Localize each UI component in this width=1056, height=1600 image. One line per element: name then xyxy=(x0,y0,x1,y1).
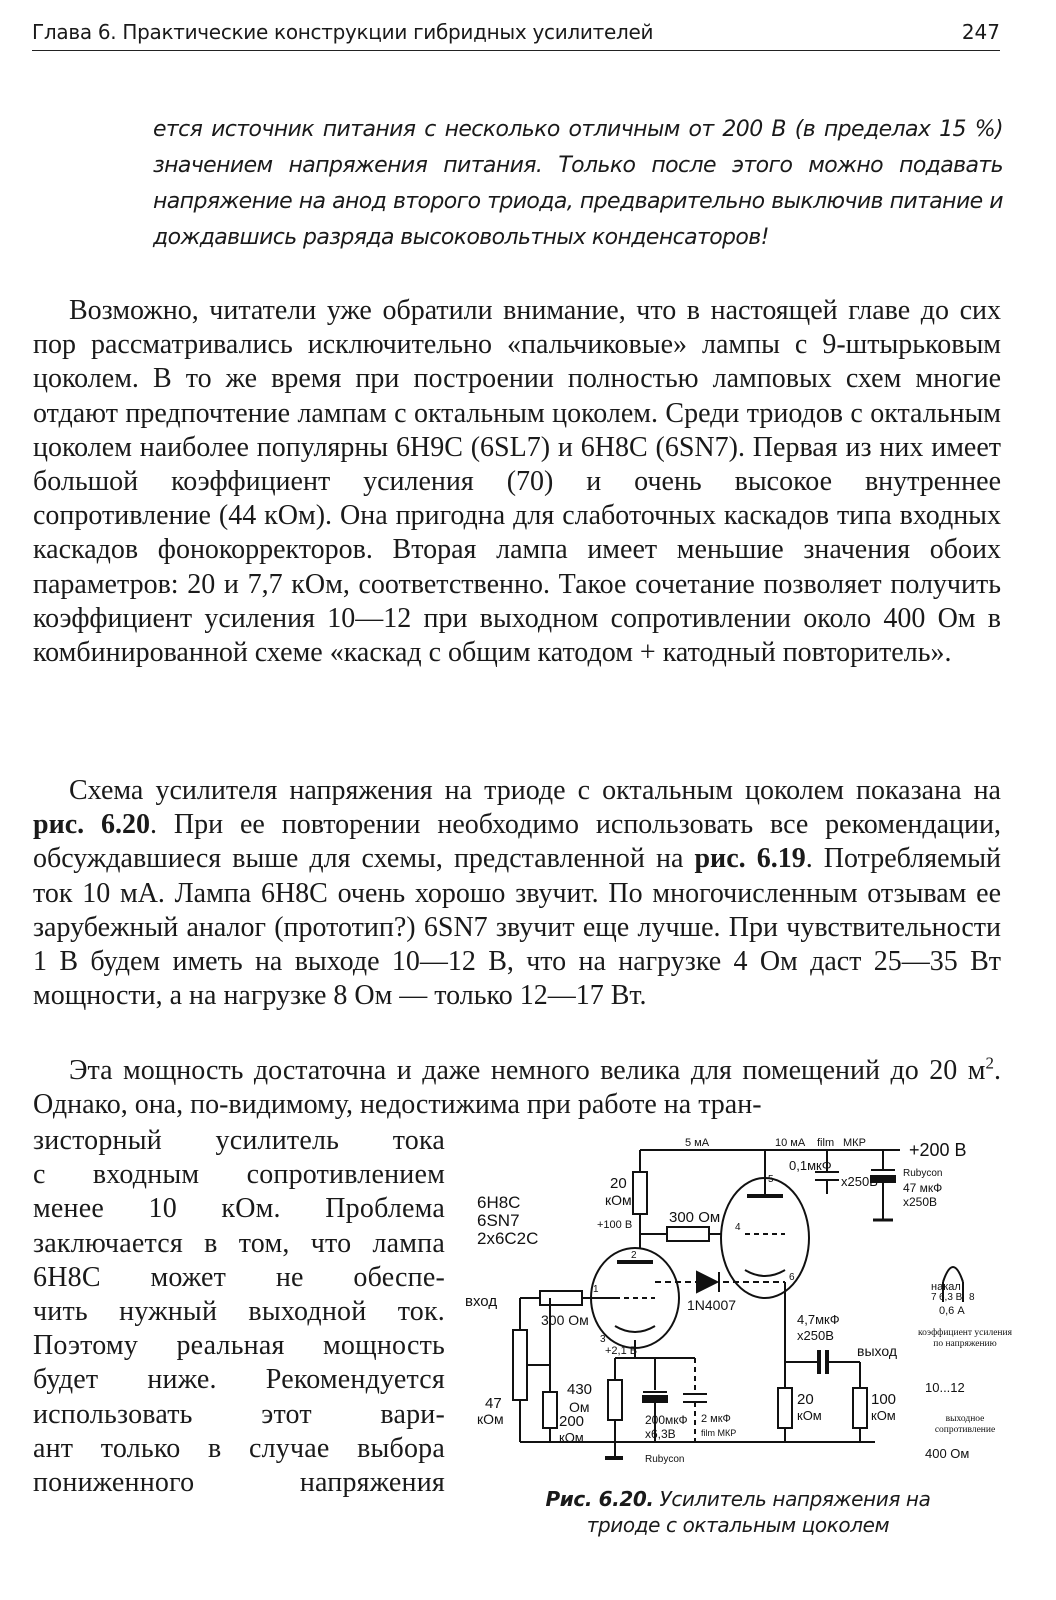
rout-label: выходное сопротивление xyxy=(934,1414,996,1435)
anode-voltage-label: +100 В xyxy=(597,1219,633,1231)
column-line: будет ниже. Рекомендуется xyxy=(33,1364,445,1396)
cathode-voltage: +2,1 В xyxy=(605,1345,638,1357)
film-cap-value: 2 мкФ xyxy=(701,1413,731,1425)
page-header xyxy=(32,20,1000,51)
load-resistor-1-value: 20 xyxy=(797,1391,814,1408)
leak-resistor-value: 200 xyxy=(559,1413,585,1430)
output-label: выход xyxy=(857,1343,897,1359)
column-line: заключается в том, что лампа xyxy=(33,1227,445,1259)
figure-reference-6-20[interactable]: рис. 6.20 xyxy=(33,809,151,841)
paragraph-2-part-b: . При ее повторении необходимо использовать все рекомендации, обсуждавшиеся выше для схемы, представленной на xyxy=(33,809,1001,875)
column-line: зисторный усилитель тока xyxy=(33,1125,445,1156)
wrapped-text-column xyxy=(33,1124,445,1500)
cathode-resistor-value: 430 xyxy=(567,1381,593,1398)
cathode-resistor-unit: Ом xyxy=(569,1399,590,1415)
paragraph-3-part-b: . Однако, она, по-видимому, недостижима при работе на тран- xyxy=(33,1055,1001,1121)
anode-resistor-value: 20 xyxy=(610,1175,627,1192)
paragraph-2-part-a: Схема усилителя напряжения на триоде с октальным цоколем показана на xyxy=(69,775,1001,806)
input-label: вход xyxy=(465,1293,498,1310)
pin-2: 2 xyxy=(631,1250,637,1261)
heater-current: 0,6 А xyxy=(939,1305,965,1317)
figure-caption-text: Усилитель напряжения на триоде с октальным цоколем xyxy=(586,1487,931,1537)
current-1-label: 5 мА xyxy=(685,1137,710,1149)
cap-1-voltage: x250В xyxy=(841,1174,878,1189)
rout-value: 400 Ом xyxy=(925,1446,970,1461)
heater-voltage: 6,3 В xyxy=(939,1292,963,1303)
note-paragraph: ется источник питания с несколько отличным от 200 В (в пределах 15 %) значением напряжения питания. Только после этого можно подавать напряжение на анод второго триода, предварительно выключив питание и дождавшись разряда высоковольтных конденсаторов! xyxy=(153,117,1003,250)
figure-caption xyxy=(528,1486,948,1538)
cathode-cap-voltage: x6,3В xyxy=(645,1427,676,1441)
load-resistor-2-unit: кОм xyxy=(871,1408,896,1423)
rubycon-label-2: Rubycon xyxy=(645,1454,685,1465)
heater-pin-7: 7 xyxy=(931,1292,937,1303)
pot-unit: кОм xyxy=(477,1411,504,1427)
column-line: ант только в случае выбора xyxy=(33,1432,445,1464)
tube-type-3: 2x6С2С xyxy=(477,1229,539,1248)
column-line: Поэтому реальная мощность xyxy=(33,1330,445,1362)
gain-value: 10...12 xyxy=(925,1380,965,1395)
tube-type-1: 6Н8С xyxy=(477,1193,521,1212)
column-line: чить нужный выходной ток. xyxy=(33,1296,445,1328)
mkp-label: МКР xyxy=(843,1137,866,1149)
film-label: film xyxy=(817,1137,835,1149)
output-cap-value: 4,7мкФ xyxy=(797,1312,840,1327)
gain-label: коэффициент усиления по напряжению xyxy=(918,1328,1012,1349)
page-number: 247 xyxy=(961,20,1000,44)
diode-label: 1N4007 xyxy=(687,1297,737,1313)
circuit-schematic xyxy=(455,1130,1015,1482)
pot-value: 47 xyxy=(485,1395,502,1412)
tube-type-2: 6SN7 xyxy=(477,1211,520,1230)
pin-5: 5 xyxy=(768,1174,774,1185)
paragraph-3-part-a: Эта мощность достаточна и даже немного велика для помещений до 20 м xyxy=(69,1055,986,1086)
column-line: с входным сопротивлением xyxy=(33,1159,445,1191)
figure-number: Рис. 6.20. xyxy=(545,1487,654,1511)
anode-resistor-unit: кОм xyxy=(605,1192,632,1208)
load-resistor-2-value: 100 xyxy=(871,1391,897,1408)
current-2-label: 10 мА xyxy=(775,1137,806,1149)
paragraph-1-text: Возможно, читатели уже обратили внимание, что в настоящей главе до сих пор рассматривались исключительно «пальчиковые» лампы с 9-штырьковым цоколем. В то же время при построении полностью ламповых схем многие отдают предпочтение лампам с октальным цоколем. Среди триодов с октальным цоколем наиболее популярны 6Н9С (6SL7) и 6Н8С (6SN7). Первая из них имеет большой коэффициент усиления (70) и очень высокое внутреннее сопротивление (44 кОм). Она пригодна для слаботочных каскадов типа входных каскадов фонокорректоров. Вторая лампа имеет меньшие значения обоих параметров: 20 и 7,7 кОм, соответственно. Такое сочетание позволяет получить коэффициент усиления 10—12 при выходном сопротивлении около 400 Ом в комбинированной схеме «каскад с общим катодом + катодный повторитель». xyxy=(33,295,1001,669)
column-line: 6Н8С может не обеспе- xyxy=(33,1261,445,1293)
superscript-2: 2 xyxy=(985,1053,994,1073)
load-resistor-1-unit: кОм xyxy=(797,1408,822,1423)
paragraph-1 xyxy=(33,294,1001,670)
cap-1-value: 0,1мкФ xyxy=(789,1158,832,1173)
pin-6: 6 xyxy=(789,1272,795,1283)
cap-big-voltage: x250В xyxy=(903,1195,938,1209)
paragraph-2-text xyxy=(33,774,1001,1013)
rubycon-label: Rubycon xyxy=(903,1168,943,1179)
paragraph-2 xyxy=(33,774,1001,1013)
supply-voltage-label: +200 В xyxy=(909,1140,967,1160)
grid-resistor-label: 300 Ом xyxy=(541,1312,589,1328)
coupling-resistor-label: 300 Ом xyxy=(669,1209,721,1226)
output-cap-voltage: x250В xyxy=(797,1328,834,1343)
heater-label: накал xyxy=(931,1281,961,1293)
cathode-cap-value: 200мкФ xyxy=(645,1413,688,1427)
chapter-title: Глава 6. Практические конструкции гибридных усилителей xyxy=(32,20,654,44)
figure-reference-6-19[interactable]: рис. 6.19 xyxy=(694,843,806,875)
cap-big-value: 47 мкФ xyxy=(903,1181,943,1195)
film-cap-type: film МКР xyxy=(701,1428,737,1438)
leak-resistor-unit: кОм xyxy=(559,1430,584,1445)
column-line: использовать этот вари- xyxy=(33,1398,445,1430)
paragraph-3-text xyxy=(33,1054,1001,1122)
warning-note xyxy=(153,112,1003,256)
heater-pin-8: 8 xyxy=(969,1292,975,1303)
column-line: менее 10 кОм. Проблема xyxy=(33,1193,445,1225)
pin-3: 3 xyxy=(600,1334,606,1345)
pin-1: 1 xyxy=(593,1284,599,1295)
paragraph-2-part-c: . Потребляемый ток 10 мА. Лампа 6Н8С очень хорошо звучит. По многочисленным отзывам ее зарубежный аналог (прототип?) 6SN7 звучит еще лучше. При чувствительности 1 В будем иметь на выходе 10—12 В, что на нагрузке 4 Ом даст 25—35 Вт мощности, а на нагрузке 8 Ом — только 12—17 Вт. xyxy=(33,843,1002,1012)
paragraph-3 xyxy=(33,1054,1001,1122)
pin-4: 4 xyxy=(735,1222,741,1233)
column-line: пониженного напряжения xyxy=(33,1467,445,1499)
